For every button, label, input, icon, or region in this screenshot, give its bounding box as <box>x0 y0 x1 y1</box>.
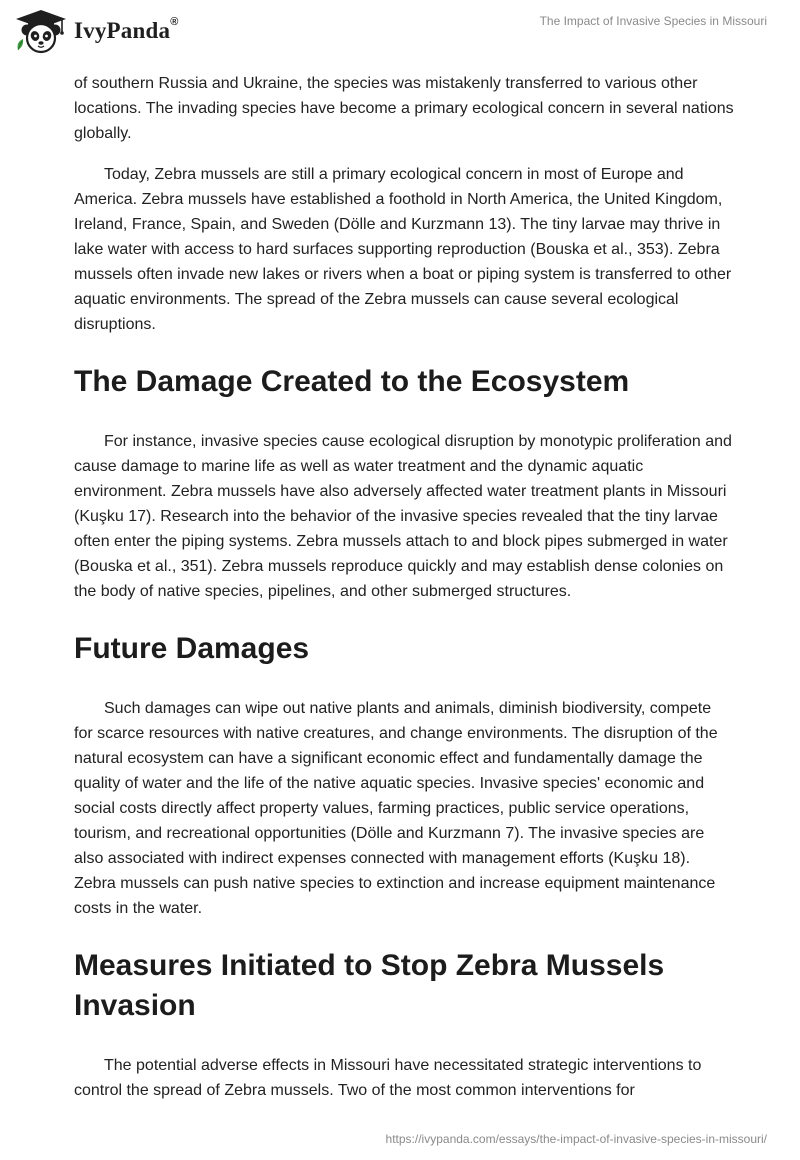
brand-name: IvyPanda® <box>74 16 179 43</box>
brand-logo[interactable] <box>14 8 179 54</box>
paragraph: Such damages can wipe out native plants and animals, diminish biodiversity, compete for scarce resources with native creatures, and change environments. The disruption of the natural ecosystem can have a significant economic effect and fundamentally damage the quality of water and the life of the native aquatic species. Invasive species' economic and social costs directly affect property values, farming practices, public service operations, tourism, and recreational opportunities (Dölle and Kurzmann 7). The invasive species are also associated with indirect expenses connected with management efforts (Kuşku 18). Zebra mussels can push native species to extinction and increase equipment maintenance costs in the water. <box>74 700 718 917</box>
source-url[interactable]: https://ivypanda.com/essays/the-impact-of-invasive-species-in-missouri/ <box>385 1132 767 1146</box>
panda-graduate-icon <box>14 8 68 54</box>
paragraph: The potential adverse effects in Missouri have necessitated strategic interventions to control the spread of Zebra mussels. Two of the most common interventions for <box>74 1057 702 1099</box>
paragraph: Today, Zebra mussels are still a primary ecological concern in most of Europe and America. Zebra mussels have established a foothold in North America, the United Kingdom, Ireland, France, Spain, and Sweden (Dölle and Kurzmann 13). The tiny larvae may thrive in lake water with access to hard surfaces supporting reproduction (Bouska et al., 353). Zebra mussels often invade new lakes or rivers when a boat or piping system is transferred to other aquatic environments. The spread of the Zebra mussels can cause several ecological disruptions. <box>74 166 732 333</box>
page-header <box>0 0 800 70</box>
essay-content <box>74 71 734 1103</box>
document-title: The Impact of Invasive Species in Missouri <box>539 14 767 28</box>
section-heading-measures: Measures Initiated to Stop Zebra Mussels Invasion <box>74 949 665 1022</box>
section-heading-ecosystem-damage: The Damage Created to the Ecosystem <box>74 365 630 398</box>
registered-mark: ® <box>170 16 179 28</box>
paragraph-continued: of southern Russia and Ukraine, the species was mistakenly transferred to various other locations. The invading species have become a primary ecological concern in several nations globally. <box>74 75 734 142</box>
paragraph: For instance, invasive species cause ecological disruption by monotypic proliferation and cause damage to marine life as well as water treatment and the dynamic aquatic environment. Zebra mussels have also adversely affected water treatment plants in Missouri (Kuşku 17). Research into the behavior of the invasive species revealed that the tiny larvae often enter the piping systems. Zebra mussels attach to and block pipes submerged in water (Bouska et al., 351). Zebra mussels reproduce quickly and may establish dense colonies on the body of native species, pipelines, and other submerged structures. <box>74 433 732 600</box>
section-heading-future-damages: Future Damages <box>74 632 310 665</box>
